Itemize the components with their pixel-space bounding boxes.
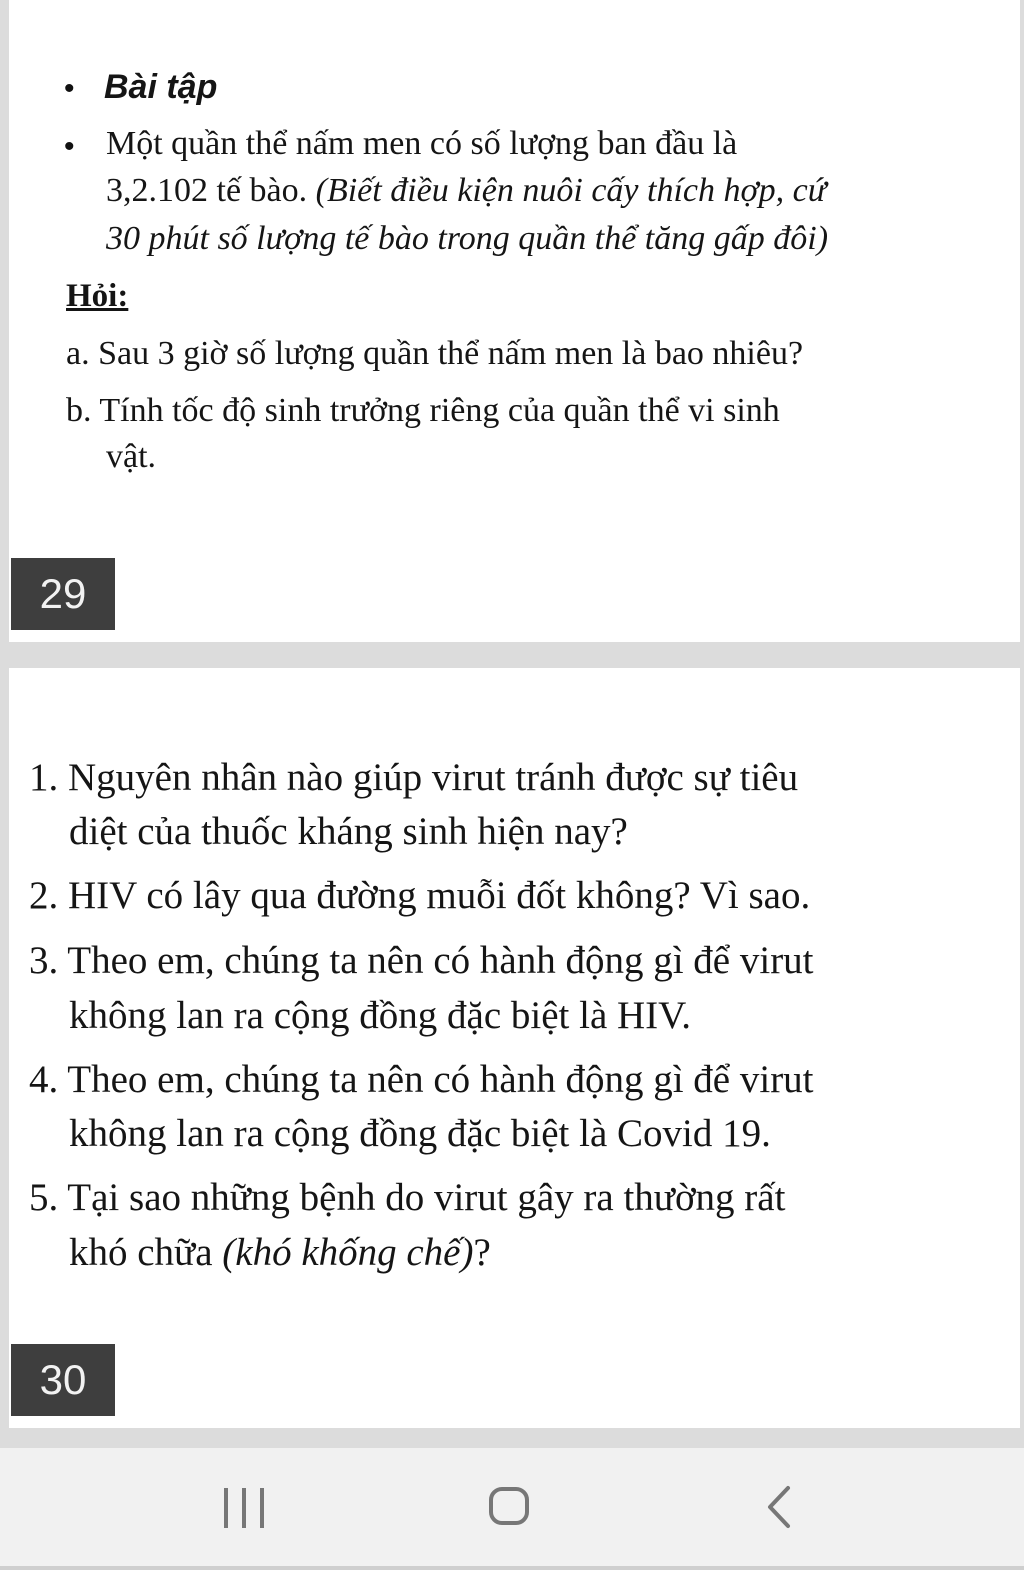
question-1-line-2: diệt của thuốc kháng sinh hiện nay? [69, 810, 628, 853]
question-2: 2. HIV có lây qua đường muỗi đốt không? Vì sao. [29, 874, 811, 917]
question-b-line-2: vật. [106, 438, 157, 475]
question-a: a. Sau 3 giờ số lượng quần thể nấm men là bao nhiêu? [66, 335, 804, 372]
bottom-edge [0, 1566, 1024, 1570]
page-number-badge: 29 [11, 558, 115, 630]
question-1-line-1: 1. Nguyên nhân nào giúp virut tránh được sự tiêu [29, 756, 799, 799]
slide-30 [9, 668, 1020, 1428]
problem-line-2 [106, 172, 826, 210]
page-number-badge: 30 [11, 1344, 115, 1416]
question-3-line-2: không lan ra cộng đồng đặc biệt là HIV. [69, 994, 692, 1037]
bullet-dot: • [64, 72, 75, 105]
problem-line-2-text: 3,2.102 tế bào. [106, 172, 308, 209]
slide-29 [9, 0, 1020, 642]
question-4-line-2: không lan ra cộng đồng đặc biệt là Covid 19. [69, 1112, 771, 1155]
android-navigation-bar [0, 1448, 1024, 1570]
question-b-line-1: b. Tính tốc độ sinh trưởng riêng của quần thể vi sinh [66, 392, 780, 429]
question-5-line-2 [69, 1230, 491, 1275]
question-5-italic: (khó khống chế) [222, 1231, 474, 1274]
question-4-line-1: 4. Theo em, chúng ta nên có hành động gì để virut [29, 1058, 814, 1101]
exercise-heading: Bài tập [104, 68, 218, 106]
ask-label: Hỏi: [66, 278, 129, 314]
problem-line-1: Một quần thể nấm men có số lượng ban đầu là [106, 125, 738, 162]
question-5-text: khó chữa [69, 1231, 223, 1274]
back-chevron-icon[interactable] [762, 1482, 798, 1532]
question-5-suffix: ? [473, 1231, 491, 1274]
problem-line-3: 30 phút số lượng tế bào trong quần thể tăng gấp đôi) [106, 220, 829, 257]
problem-line-2-italic: (Biết điều kiện nuôi cấy thích hợp, cứ [315, 172, 827, 209]
question-3-line-1: 3. Theo em, chúng ta nên có hành động gì để virut [29, 939, 814, 982]
bullet-dot: • [64, 130, 75, 163]
recent-apps-icon[interactable] [224, 1488, 266, 1528]
home-icon[interactable] [489, 1487, 529, 1525]
question-5-line-1: 5. Tại sao những bệnh do virut gây ra thường rất [29, 1176, 786, 1219]
